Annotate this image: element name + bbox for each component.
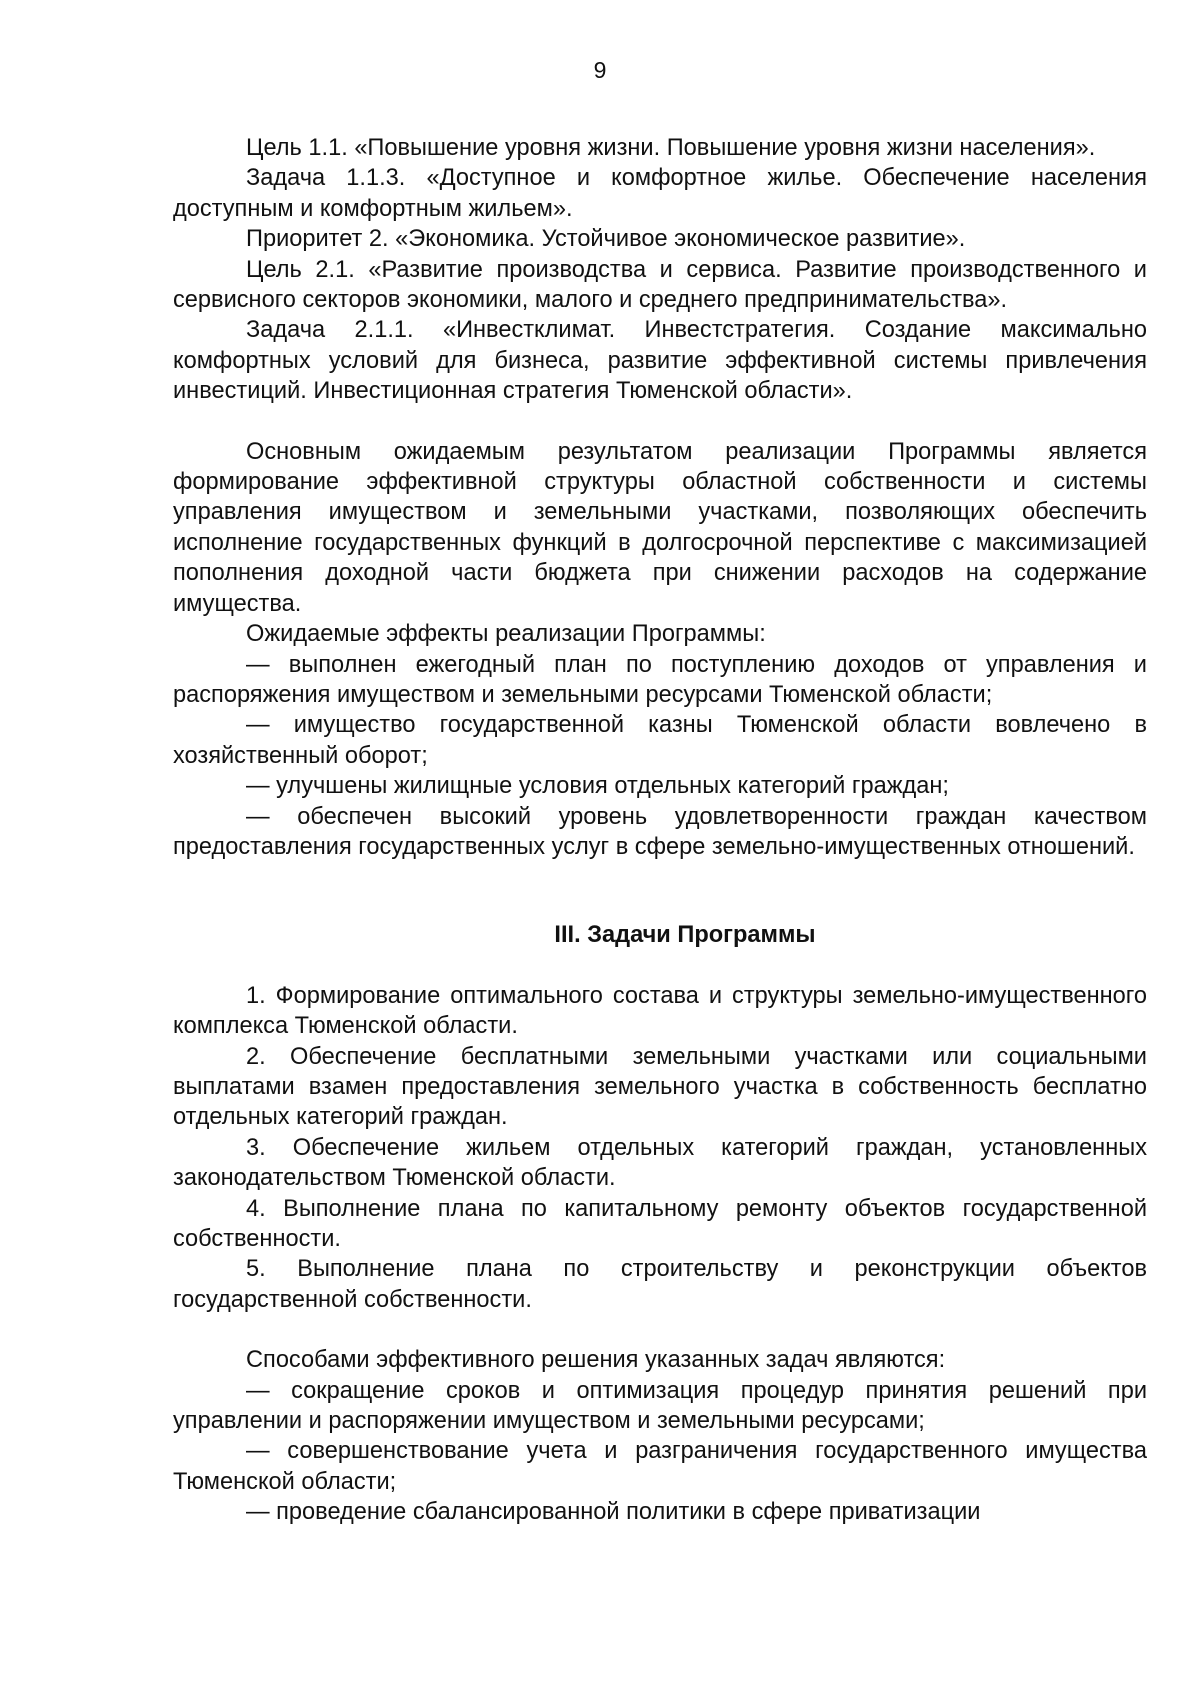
list-item-effect: — обеспечен высокий уровень удовлетворенности граждан качеством предоставления государственных услуг в сфере земельно-имущественных отношений.: [173, 803, 1147, 860]
task-item: 2. Обеспечение бесплатными земельными участками или социальными выплатами взамен предоставления земельного участка в собственность бесплатно отдельных категорий граждан.: [173, 1043, 1147, 1131]
spacer: [173, 407, 1147, 437]
paragraph-methods-intro: Способами эффективного решения указанных задач являются:: [246, 1347, 946, 1374]
section-heading: III. Задачи Программы: [554, 922, 816, 949]
paragraph-goal-1-1: Цель 1.1. «Повышение уровня жизни. Повышение уровня жизни населения».: [246, 135, 1096, 161]
document-body: [173, 133, 1147, 1528]
paragraph-task-2-1-1: Задача 2.1.1. «Инвестклимат. Инвестстратегия. Создание максимально комфортных условий для бизнеса, развитие эффективной системы привлечения инвестиций. Инвестиционная стратегия Тюменской области».: [173, 317, 1147, 405]
task-item: 5. Выполнение плана по строительству и реконструкции объектов государственной собственности.: [173, 1256, 1147, 1313]
paragraph-expected-effects: Ожидаемые эффекты реализации Программы:: [246, 621, 766, 648]
list-item-effect: — улучшены жилищные условия отдельных категорий граждан;: [246, 773, 949, 800]
page-number: 9: [593, 57, 607, 83]
paragraph-task-1-1-3: Задача 1.1.3. «Доступное и комфортное жилье. Обеспечение населения доступным и комфортным жильем».: [173, 165, 1147, 222]
list-item-effect: — выполнен ежегодный план по поступлению доходов от управления и распоряжения имуществом и земельными ресурсами Тюменской области;: [173, 651, 1147, 708]
task-item: 4. Выполнение плана по капитальному ремонту объектов государственной собственности.: [173, 1195, 1147, 1252]
paragraph-expected-result: Основным ожидаемым результатом реализации Программы является формирование эффективной структуры областной собственности и системы управления имуществом и земельными участками, позволяющих обеспечить исполнение государственных функций в долгосрочной перспективе с максимизацией пополнения доходной части бюджета при снижении расходов на содержание имущества.: [173, 438, 1147, 617]
paragraph-goal-2-1: Цель 2.1. «Развитие производства и сервиса. Развитие производственного и сервисного секторов экономики, малого и среднего предпринимательства».: [173, 256, 1147, 314]
spacer: [173, 951, 1147, 981]
paragraph-priority-2: Приоритет 2. «Экономика. Устойчивое экономическое развитие».: [246, 226, 966, 253]
list-item-effect: — имущество государственной казны Тюменской области вовлечено в хозяйственный оборот;: [173, 712, 1147, 769]
spacer: [173, 1315, 1147, 1345]
list-item-method: — проведение сбалансированной политики в сфере приватизации: [246, 1499, 981, 1526]
spacer: [173, 862, 1147, 920]
list-item-method: — совершенствование учета и разграничения государственного имущества Тюменской области;: [173, 1438, 1147, 1495]
task-item: 3. Обеспечение жильем отдельных категорий граждан, установленных законодательством Тюменской области.: [173, 1134, 1147, 1192]
list-item-method: — сокращение сроков и оптимизация процедур принятия решений при управлении и распоряжении имуществом и земельными ресурсами;: [173, 1377, 1147, 1435]
task-item: 1. Формирование оптимального состава и структуры земельно-имущественного комплекса Тюменской области.: [173, 982, 1147, 1040]
